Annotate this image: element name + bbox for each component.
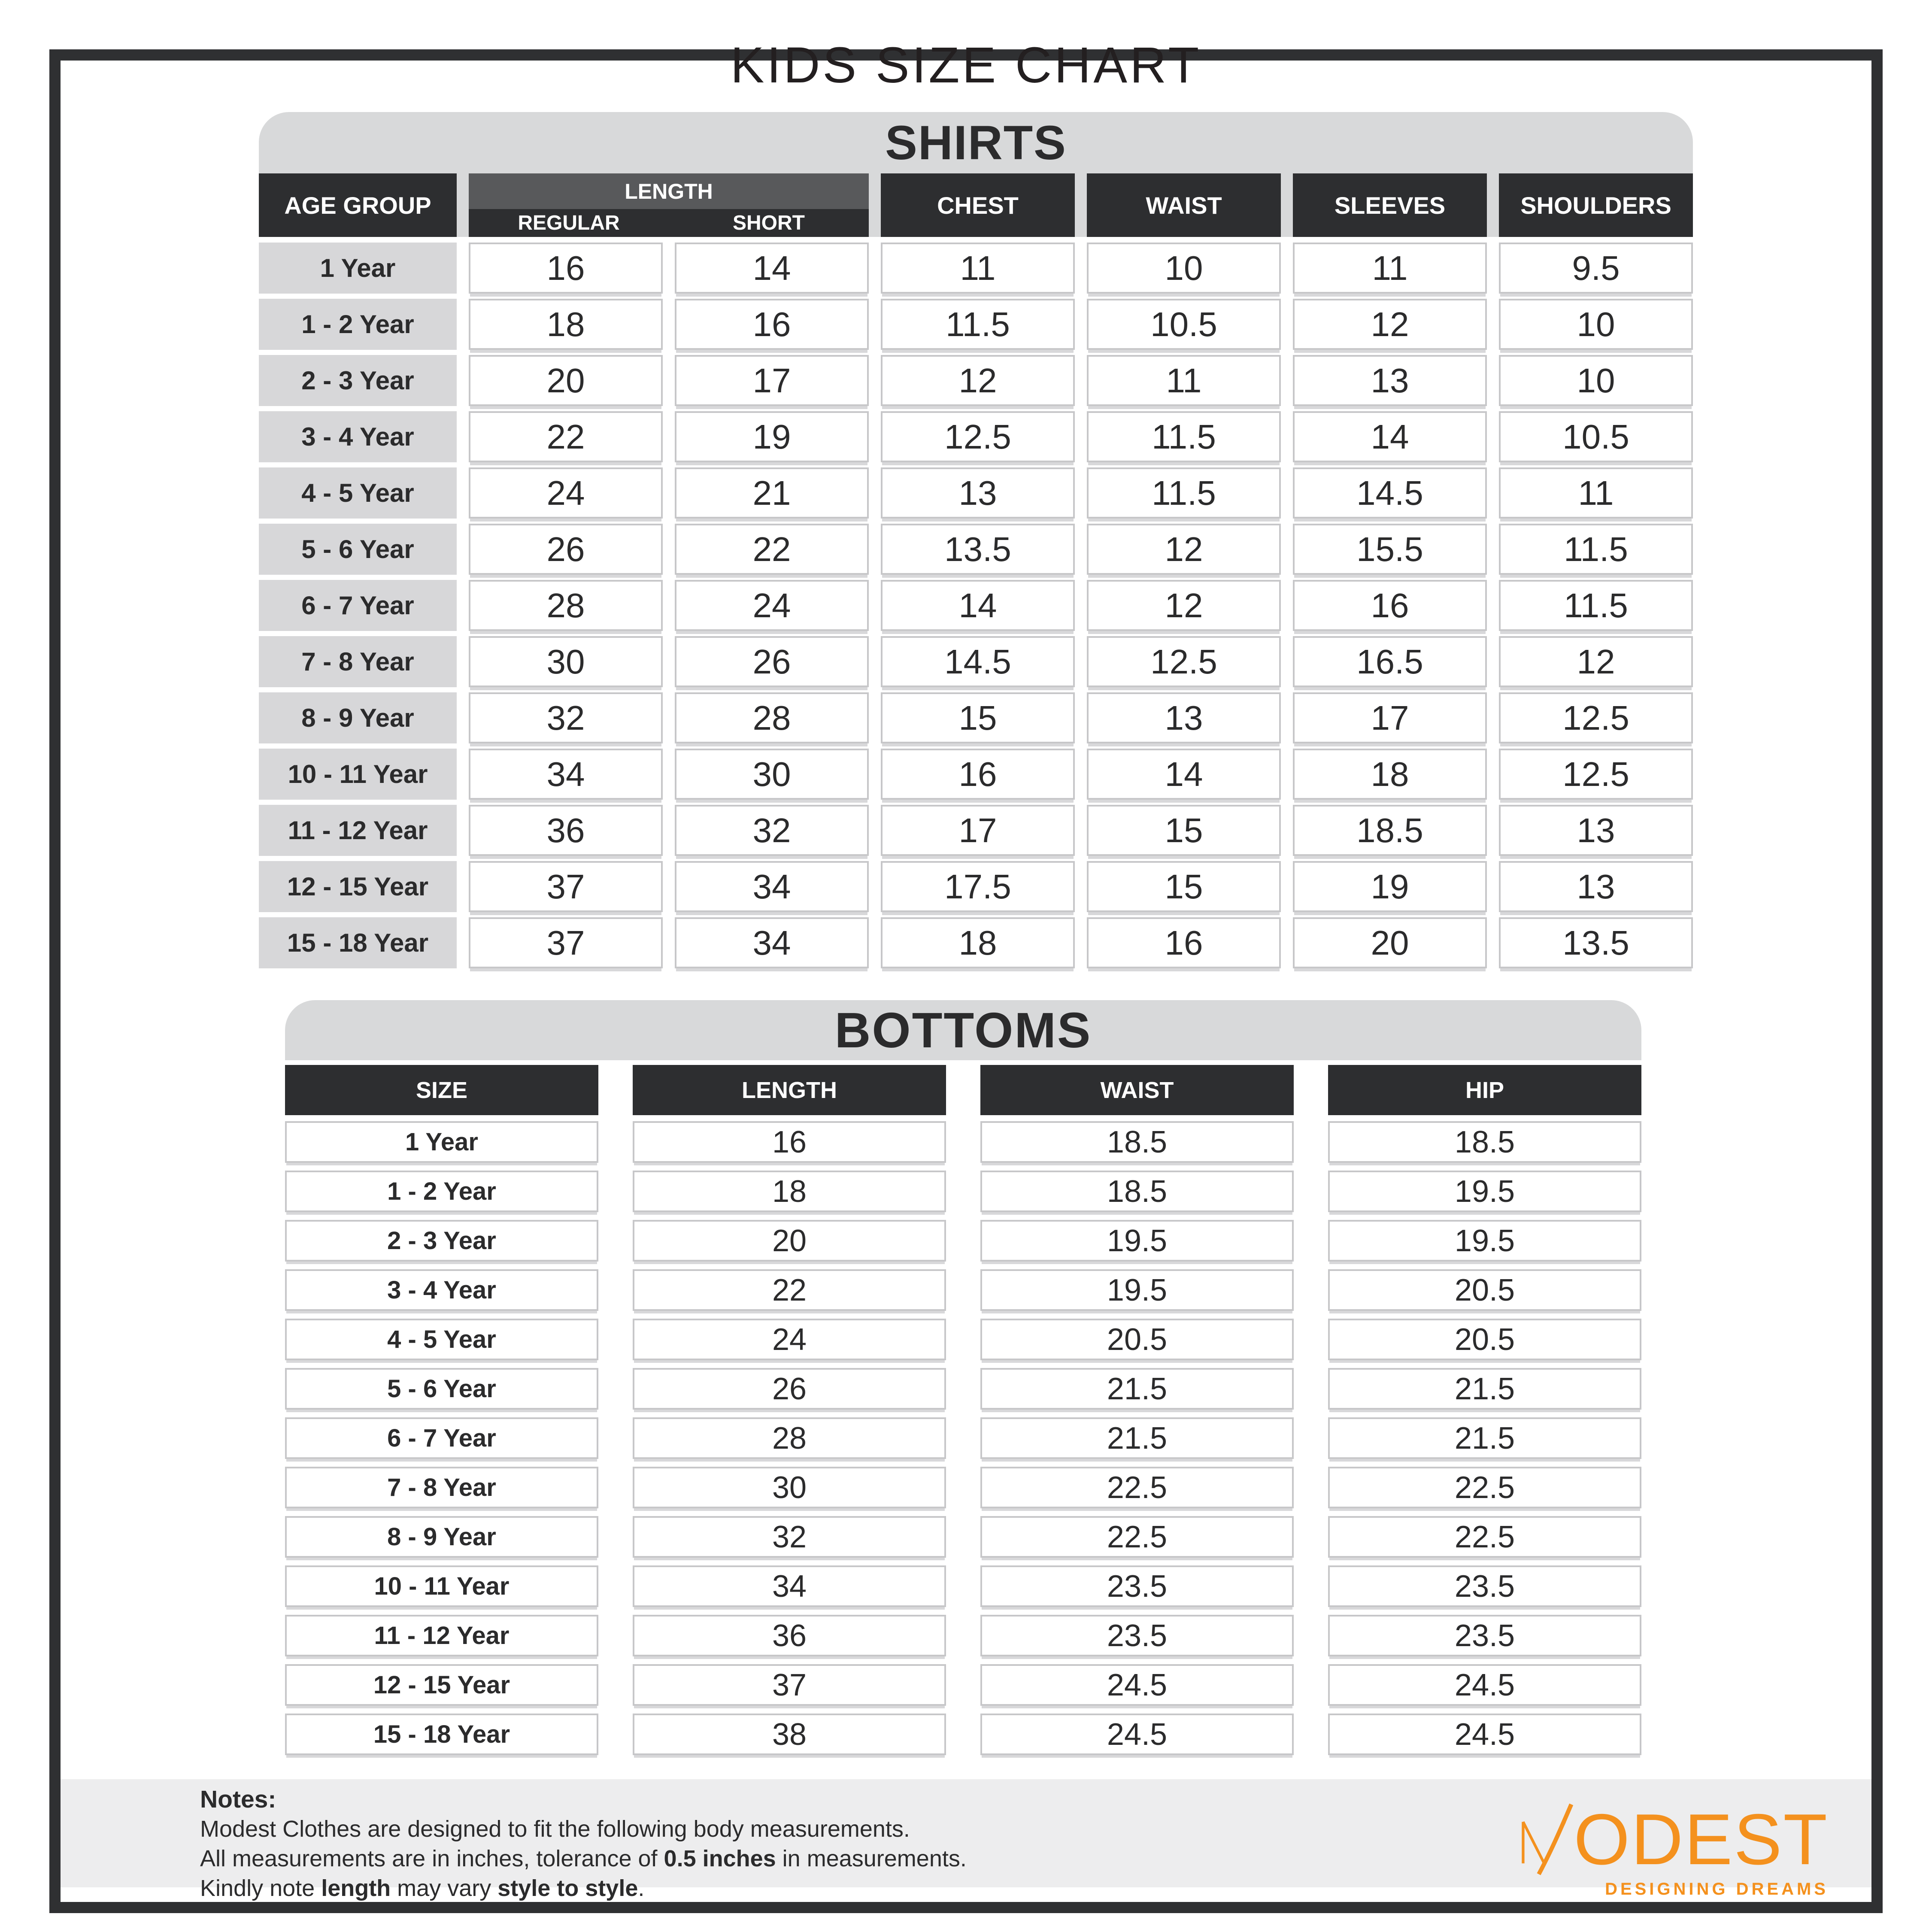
size-cell: 7 - 8 Year (285, 1467, 598, 1508)
shoulders-cell: 10 (1499, 299, 1693, 350)
age-group-cell: 7 - 8 Year (259, 636, 457, 687)
waist-cell: 10 (1087, 243, 1281, 294)
waist-cell: 10.5 (1087, 299, 1281, 350)
bottoms-section (285, 1000, 1641, 1755)
col-header-hip: HIP (1328, 1065, 1641, 1115)
hip-cell: 18.5 (1328, 1121, 1641, 1163)
notes (200, 1785, 967, 1903)
regular-cell: 34 (469, 749, 663, 800)
table-row (285, 1467, 1641, 1508)
table-row (285, 1664, 1641, 1706)
stylized-m-icon (1520, 1788, 1574, 1891)
hip-cell: 21.5 (1328, 1417, 1641, 1459)
age-group-cell: 6 - 7 Year (259, 580, 457, 631)
waist-cell: 19.5 (980, 1269, 1294, 1311)
size-cell: 11 - 12 Year (285, 1615, 598, 1656)
length-cell: 32 (633, 1516, 946, 1558)
age-group-cell: 15 - 18 Year (259, 917, 457, 968)
hip-cell: 19.5 (1328, 1171, 1641, 1212)
age-group-cell: 4 - 5 Year (259, 467, 457, 519)
hip-cell: 24.5 (1328, 1714, 1641, 1755)
short-cell: 30 (675, 749, 869, 800)
chest-cell: 16 (881, 749, 1075, 800)
size-cell: 1 - 2 Year (285, 1171, 598, 1212)
hip-cell: 22.5 (1328, 1467, 1641, 1508)
col-header-length: LENGTH (469, 173, 869, 209)
col-header-regular: REGULAR (518, 212, 620, 234)
size-cell: 12 - 15 Year (285, 1664, 598, 1706)
sleeves-cell: 13 (1293, 355, 1487, 406)
table-row (285, 1516, 1641, 1558)
age-group-cell: 5 - 6 Year (259, 524, 457, 575)
chest-cell: 15 (881, 692, 1075, 743)
col-header-length-group (469, 173, 869, 237)
short-cell: 24 (675, 580, 869, 631)
logo-tagline: DESIGNING DREAMS (1605, 1880, 1829, 1899)
shoulders-cell: 11 (1499, 467, 1693, 519)
shoulders-cell: 13 (1499, 805, 1693, 856)
sleeves-cell: 19 (1293, 861, 1487, 912)
short-cell: 32 (675, 805, 869, 856)
length-cell: 37 (633, 1664, 946, 1706)
regular-cell: 30 (469, 636, 663, 687)
size-cell: 3 - 4 Year (285, 1269, 598, 1311)
regular-cell: 37 (469, 861, 663, 912)
table-row (259, 467, 1693, 519)
chest-cell: 14.5 (881, 636, 1075, 687)
notes-line-3-end: . (638, 1875, 645, 1901)
hip-cell: 20.5 (1328, 1319, 1641, 1360)
waist-cell: 11.5 (1087, 467, 1281, 519)
hip-cell: 20.5 (1328, 1269, 1641, 1311)
length-cell: 16 (633, 1121, 946, 1163)
length-cell: 22 (633, 1269, 946, 1311)
short-cell: 14 (675, 243, 869, 294)
table-row (259, 636, 1693, 687)
shoulders-cell: 11.5 (1499, 524, 1693, 575)
table-row (285, 1319, 1641, 1360)
waist-cell: 21.5 (980, 1417, 1294, 1459)
shoulders-cell: 10 (1499, 355, 1693, 406)
sleeves-cell: 16 (1293, 580, 1487, 631)
sleeves-cell: 14 (1293, 411, 1487, 462)
chest-cell: 12.5 (881, 411, 1075, 462)
chest-cell: 18 (881, 917, 1075, 968)
length-subheaders (469, 209, 869, 237)
waist-cell: 18.5 (980, 1171, 1294, 1212)
regular-cell: 20 (469, 355, 663, 406)
size-cell: 1 Year (285, 1121, 598, 1163)
shirts-section-title: SHIRTS (885, 116, 1067, 170)
regular-cell: 16 (469, 243, 663, 294)
waist-cell: 21.5 (980, 1368, 1294, 1410)
col-header-shoulders: SHOULDERS (1499, 173, 1693, 237)
short-cell: 34 (675, 861, 869, 912)
col-header-short: SHORT (733, 212, 805, 234)
length-cell: 30 (633, 1467, 946, 1508)
hip-cell: 22.5 (1328, 1516, 1641, 1558)
notes-line-3-text: Kindly note (200, 1875, 321, 1901)
col-header-size: SIZE (285, 1065, 598, 1115)
page-title: KIDS SIZE CHART (730, 37, 1202, 94)
table-row (285, 1417, 1641, 1459)
regular-cell: 18 (469, 299, 663, 350)
bottoms-header-row (285, 1065, 1641, 1115)
size-cell: 4 - 5 Year (285, 1319, 598, 1360)
short-cell: 34 (675, 917, 869, 968)
table-row (285, 1714, 1641, 1755)
notes-line-3 (200, 1874, 967, 1903)
shoulders-cell: 13.5 (1499, 917, 1693, 968)
age-group-cell: 8 - 9 Year (259, 692, 457, 743)
regular-cell: 26 (469, 524, 663, 575)
table-row (259, 299, 1693, 350)
waist-cell: 24.5 (980, 1664, 1294, 1706)
short-cell: 26 (675, 636, 869, 687)
length-cell: 20 (633, 1220, 946, 1262)
notes-line-1: Modest Clothes are designed to fit the following body measurements. (200, 1816, 910, 1842)
sleeves-cell: 12 (1293, 299, 1487, 350)
waist-cell: 23.5 (980, 1565, 1294, 1607)
waist-cell: 24.5 (980, 1714, 1294, 1755)
table-row (285, 1368, 1641, 1410)
regular-cell: 24 (469, 467, 663, 519)
wordmark-text: ODEST (1574, 1799, 1829, 1880)
waist-cell: 18.5 (980, 1121, 1294, 1163)
table-row (259, 580, 1693, 631)
notes-line-3-bold-length: length (321, 1875, 391, 1901)
chest-cell: 13.5 (881, 524, 1075, 575)
sleeves-cell: 15.5 (1293, 524, 1487, 575)
age-group-cell: 2 - 3 Year (259, 355, 457, 406)
table-row (259, 524, 1693, 575)
regular-cell: 28 (469, 580, 663, 631)
table-row (259, 243, 1693, 294)
hip-cell: 23.5 (1328, 1565, 1641, 1607)
waist-cell: 12.5 (1087, 636, 1281, 687)
short-cell: 19 (675, 411, 869, 462)
waist-cell: 11.5 (1087, 411, 1281, 462)
hip-cell: 21.5 (1328, 1368, 1641, 1410)
waist-cell: 20.5 (980, 1319, 1294, 1360)
short-cell: 16 (675, 299, 869, 350)
sleeves-cell: 20 (1293, 917, 1487, 968)
sleeves-cell: 16.5 (1293, 636, 1487, 687)
sleeves-cell: 18 (1293, 749, 1487, 800)
waist-cell: 23.5 (980, 1615, 1294, 1656)
waist-cell: 11 (1087, 355, 1281, 406)
regular-cell: 22 (469, 411, 663, 462)
length-cell: 28 (633, 1417, 946, 1459)
shoulders-cell: 12.5 (1499, 749, 1693, 800)
table-row (259, 355, 1693, 406)
hip-cell: 19.5 (1328, 1220, 1641, 1262)
length-cell: 38 (633, 1714, 946, 1755)
waist-cell: 13 (1087, 692, 1281, 743)
col-header-waist: WAIST (1087, 173, 1281, 237)
col-header-age-group: AGE GROUP (259, 173, 457, 237)
table-row (285, 1269, 1641, 1311)
modest-wordmark (1520, 1788, 1829, 1880)
shirts-header-row (259, 173, 1693, 237)
regular-cell: 37 (469, 917, 663, 968)
shirts-section (259, 112, 1693, 968)
chest-cell: 11 (881, 243, 1075, 294)
waist-cell: 12 (1087, 580, 1281, 631)
table-row (259, 749, 1693, 800)
hip-cell: 24.5 (1328, 1664, 1641, 1706)
chest-cell: 12 (881, 355, 1075, 406)
short-cell: 17 (675, 355, 869, 406)
size-cell: 2 - 3 Year (285, 1220, 598, 1262)
shoulders-cell: 12.5 (1499, 692, 1693, 743)
shoulders-cell: 10.5 (1499, 411, 1693, 462)
short-cell: 22 (675, 524, 869, 575)
notes-line-3-bold-style: style to style (497, 1875, 638, 1901)
waist-cell: 16 (1087, 917, 1281, 968)
table-row (285, 1615, 1641, 1656)
bottoms-rows (285, 1121, 1641, 1755)
chest-cell: 13 (881, 467, 1075, 519)
length-cell: 34 (633, 1565, 946, 1607)
notes-line-2 (200, 1844, 967, 1874)
modest-logo (1520, 1788, 1829, 1899)
waist-cell: 15 (1087, 861, 1281, 912)
length-cell: 36 (633, 1615, 946, 1656)
col-header-length: LENGTH (633, 1065, 946, 1115)
notes-line-2-text: All measurements are in inches, tolerance of (200, 1846, 664, 1871)
chest-cell: 14 (881, 580, 1075, 631)
shirts-rows (259, 243, 1693, 968)
table-row (259, 411, 1693, 462)
waist-cell: 22.5 (980, 1467, 1294, 1508)
chest-cell: 17 (881, 805, 1075, 856)
size-cell: 10 - 11 Year (285, 1565, 598, 1607)
sleeves-cell: 18.5 (1293, 805, 1487, 856)
notes-line-2-bold: 0.5 inches (664, 1846, 776, 1871)
short-cell: 28 (675, 692, 869, 743)
table-row (259, 805, 1693, 856)
short-cell: 21 (675, 467, 869, 519)
shoulders-cell: 9.5 (1499, 243, 1693, 294)
notes-line-2-end: in measurements. (776, 1846, 967, 1871)
waist-cell: 15 (1087, 805, 1281, 856)
table-row (259, 861, 1693, 912)
waist-cell: 22.5 (980, 1516, 1294, 1558)
notes-line-3-mid: may vary (391, 1875, 498, 1901)
size-cell: 8 - 9 Year (285, 1516, 598, 1558)
hip-cell: 23.5 (1328, 1615, 1641, 1656)
length-cell: 18 (633, 1171, 946, 1212)
table-row (259, 692, 1693, 743)
sleeves-cell: 17 (1293, 692, 1487, 743)
table-row (259, 917, 1693, 968)
age-group-cell: 3 - 4 Year (259, 411, 457, 462)
col-header-sleeves: SLEEVES (1293, 173, 1487, 237)
size-cell: 5 - 6 Year (285, 1368, 598, 1410)
table-row (285, 1171, 1641, 1212)
col-header-waist: WAIST (980, 1065, 1294, 1115)
bottoms-section-title: BOTTOMS (285, 1000, 1641, 1060)
waist-cell: 12 (1087, 524, 1281, 575)
notes-heading: Notes: (200, 1786, 276, 1813)
sleeves-cell: 11 (1293, 243, 1487, 294)
shoulders-cell: 11.5 (1499, 580, 1693, 631)
length-cell: 24 (633, 1319, 946, 1360)
table-row (285, 1565, 1641, 1607)
chest-cell: 11.5 (881, 299, 1075, 350)
age-group-cell: 1 - 2 Year (259, 299, 457, 350)
size-cell: 6 - 7 Year (285, 1417, 598, 1459)
sleeves-cell: 14.5 (1293, 467, 1487, 519)
age-group-cell: 1 Year (259, 243, 457, 294)
age-group-cell: 11 - 12 Year (259, 805, 457, 856)
regular-cell: 36 (469, 805, 663, 856)
age-group-cell: 10 - 11 Year (259, 749, 457, 800)
regular-cell: 32 (469, 692, 663, 743)
chest-cell: 17.5 (881, 861, 1075, 912)
length-cell: 26 (633, 1368, 946, 1410)
table-row (285, 1121, 1641, 1163)
shoulders-cell: 12 (1499, 636, 1693, 687)
shoulders-cell: 13 (1499, 861, 1693, 912)
age-group-cell: 12 - 15 Year (259, 861, 457, 912)
col-header-chest: CHEST (881, 173, 1075, 237)
waist-cell: 14 (1087, 749, 1281, 800)
table-row (285, 1220, 1641, 1262)
size-cell: 15 - 18 Year (285, 1714, 598, 1755)
waist-cell: 19.5 (980, 1220, 1294, 1262)
